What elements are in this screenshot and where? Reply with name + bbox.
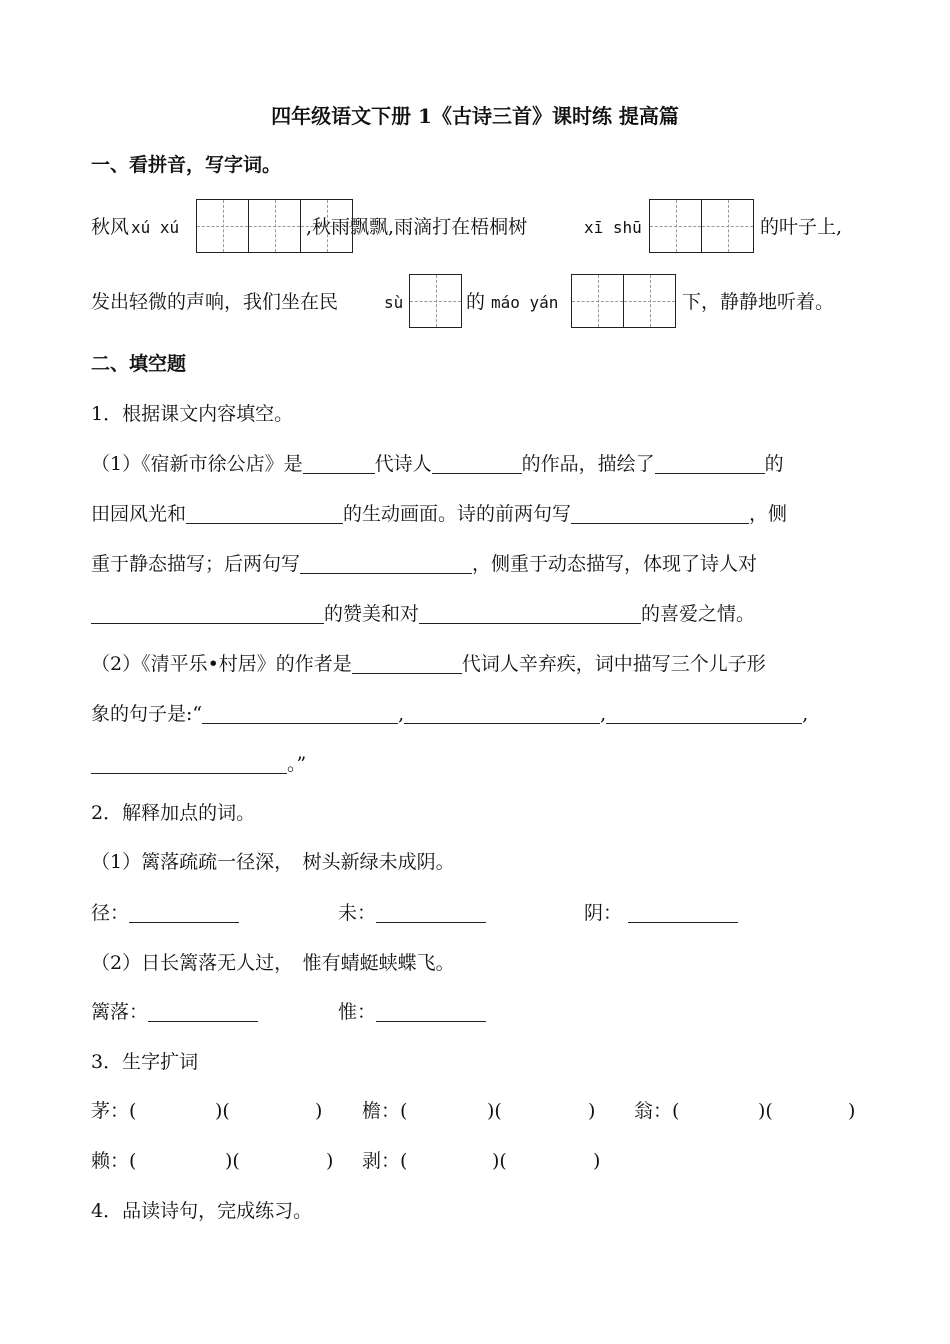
q1-text: , bbox=[802, 703, 809, 725]
q2-word-wei bbox=[338, 904, 486, 923]
pinyin-xishu: xī shū bbox=[584, 218, 642, 237]
q4-label: 4．品读诗句，完成练习。 bbox=[91, 1200, 313, 1222]
answer-blank[interactable] bbox=[91, 605, 324, 624]
answer-blank[interactable] bbox=[376, 904, 486, 923]
answer-blank[interactable] bbox=[300, 555, 472, 574]
answer-blank[interactable] bbox=[303, 455, 375, 474]
q1-text: , bbox=[398, 703, 405, 725]
q3-mao-open: 茅：( bbox=[91, 1100, 137, 1122]
page-title: 四年级语文下册 1《古诗三首》课时练 提高篇 bbox=[271, 104, 679, 128]
q3-lai-open: 赖：( bbox=[91, 1150, 137, 1172]
q2-sentence1: （1）篱落疏疏一径深， 树头新绿未成阴。 bbox=[91, 851, 455, 873]
grid-cell[interactable] bbox=[196, 199, 249, 253]
q3-bo-close: ) bbox=[593, 1150, 601, 1172]
section1-heading: 一、看拼音，写字词。 bbox=[91, 154, 282, 176]
answer-blank[interactable] bbox=[186, 505, 343, 524]
q2-word-label: 惟： bbox=[338, 1001, 377, 1023]
q1-text: （2）《清平乐•村居》的作者是 bbox=[91, 653, 352, 675]
answer-blank[interactable] bbox=[148, 1003, 258, 1022]
answer-blank[interactable] bbox=[352, 655, 462, 674]
q3-mao-close: ) bbox=[315, 1100, 323, 1122]
q1-text: , bbox=[600, 703, 607, 725]
q1-text: 的喜爱之情。 bbox=[641, 603, 756, 625]
q2-label: 2．解释加点的词。 bbox=[91, 802, 256, 824]
q3-yan-close: ) bbox=[588, 1100, 596, 1122]
q1-text: 的生动画面。诗的前两句写 bbox=[343, 503, 572, 525]
q3-yan-mid: )( bbox=[487, 1100, 502, 1122]
answer-blank[interactable] bbox=[432, 455, 522, 474]
q1-label: 1．根据课文内容填空。 bbox=[91, 403, 294, 425]
q1-text: 代诗人 bbox=[374, 453, 432, 475]
q2-word-jing bbox=[91, 904, 239, 923]
section1-line1-text3: 的叶子上, bbox=[760, 216, 843, 238]
q1-line5 bbox=[91, 655, 766, 674]
q1-text: 田园风光和 bbox=[91, 503, 187, 525]
answer-blank[interactable] bbox=[404, 705, 600, 724]
q3-bo-mid: )( bbox=[492, 1150, 507, 1172]
q1-line3 bbox=[91, 555, 757, 574]
q1-text: 重于静态描写；后两句写 bbox=[91, 553, 301, 575]
pinyin-su: sù bbox=[384, 293, 404, 312]
q1-text: （1）《宿新市徐公店》是 bbox=[91, 453, 303, 475]
grid-cell[interactable] bbox=[571, 274, 624, 328]
q2-word-liluo bbox=[91, 1003, 258, 1022]
q2-word-label: 径： bbox=[91, 902, 130, 924]
pinyin-xuxu: xú xú bbox=[131, 218, 180, 237]
grid-cell[interactable] bbox=[623, 274, 676, 328]
q1-line7 bbox=[91, 755, 306, 774]
pinyin-maoyan: máo yán bbox=[491, 293, 559, 312]
answer-blank[interactable] bbox=[202, 705, 398, 724]
q1-text: ，侧 bbox=[749, 503, 788, 525]
writing-grid-maoyan[interactable] bbox=[571, 274, 676, 328]
answer-blank[interactable] bbox=[376, 1003, 486, 1022]
q2-word-yin bbox=[584, 904, 738, 923]
q3-weng-open: 翁：( bbox=[634, 1100, 680, 1122]
q1-line4 bbox=[91, 605, 755, 624]
q3-label: 3．生字扩词 bbox=[91, 1051, 199, 1073]
q1-text: 代词人辛弃疾，词中描写三个儿子形 bbox=[461, 653, 766, 675]
answer-blank[interactable] bbox=[419, 605, 641, 624]
q1-text: 象的句子是:“ bbox=[91, 703, 203, 725]
q2-word-label: 篱落： bbox=[91, 1001, 149, 1023]
q1-text: 。” bbox=[287, 753, 307, 775]
q3-weng-close: ) bbox=[848, 1100, 856, 1122]
q3-bo-open: 剥：( bbox=[362, 1150, 408, 1172]
answer-blank[interactable] bbox=[606, 705, 802, 724]
writing-grid-su[interactable] bbox=[409, 274, 462, 328]
writing-grid-xishu[interactable] bbox=[649, 199, 754, 253]
answer-blank[interactable] bbox=[571, 505, 749, 524]
section1-line2-text2: 的 bbox=[466, 291, 486, 313]
q3-lai-close: ) bbox=[326, 1150, 334, 1172]
q2-word-label: 阴： bbox=[584, 902, 623, 924]
q1-text: 的作品，描绘了 bbox=[521, 453, 655, 475]
q1-line6 bbox=[91, 705, 808, 724]
answer-blank[interactable] bbox=[129, 904, 239, 923]
q1-text: ，侧重于动态描写，体现了诗人对 bbox=[472, 553, 758, 575]
grid-cell[interactable] bbox=[649, 199, 702, 253]
section2-heading: 二、填空题 bbox=[91, 353, 187, 375]
answer-blank[interactable] bbox=[91, 755, 287, 774]
q3-mao-mid: )( bbox=[215, 1100, 230, 1122]
answer-blank[interactable] bbox=[628, 904, 738, 923]
grid-cell[interactable] bbox=[701, 199, 754, 253]
q3-yan-open: 檐：( bbox=[362, 1100, 408, 1122]
q1-line1 bbox=[91, 455, 784, 474]
q1-text: 的 bbox=[764, 453, 784, 475]
section1-line2-text1: 发出轻微的声响，我们坐在民 bbox=[91, 291, 339, 313]
section1-line2-text3: 下，静静地听着。 bbox=[682, 291, 835, 313]
q3-lai-mid: )( bbox=[225, 1150, 240, 1172]
section1-line1-text2: ,秋雨飘飘,雨滴打在梧桐树 bbox=[306, 216, 528, 238]
q1-text: 的赞美和对 bbox=[324, 603, 420, 625]
grid-cell[interactable] bbox=[409, 274, 462, 328]
q2-word-wei2 bbox=[338, 1003, 486, 1022]
q2-word-label: 未： bbox=[338, 902, 377, 924]
q2-sentence2: （2）日长篱落无人过， 惟有蜻蜓蛱蝶飞。 bbox=[91, 952, 455, 974]
section1-line1-text1: 秋风 bbox=[91, 216, 130, 238]
q3-weng-mid: )( bbox=[758, 1100, 773, 1122]
q1-line2 bbox=[91, 505, 787, 524]
answer-blank[interactable] bbox=[655, 455, 765, 474]
grid-cell[interactable] bbox=[248, 199, 301, 253]
